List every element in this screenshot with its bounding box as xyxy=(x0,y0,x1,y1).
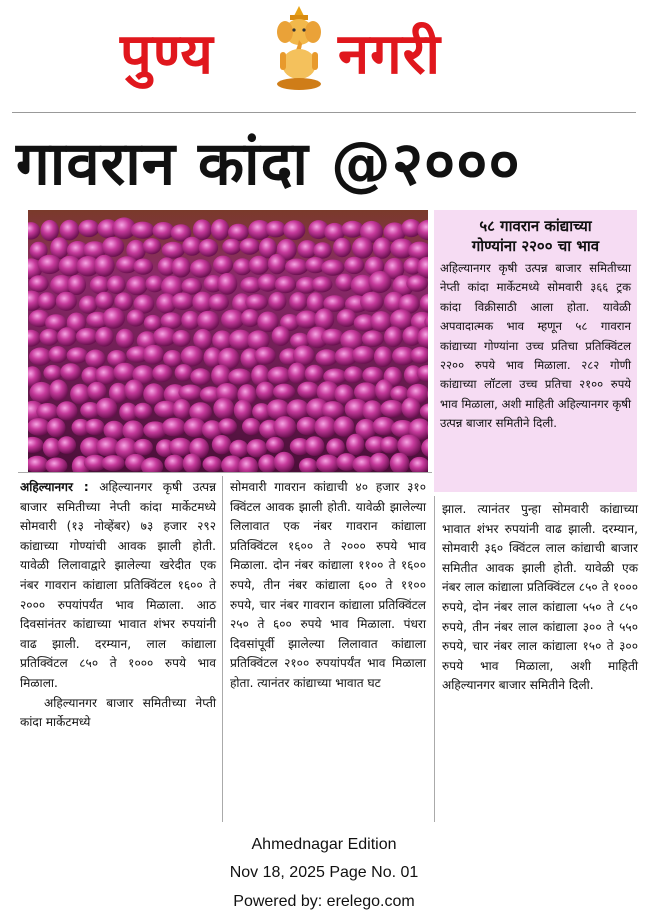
onion xyxy=(164,455,184,472)
onion xyxy=(171,257,190,277)
onion xyxy=(162,242,185,259)
onion-photo xyxy=(28,210,428,472)
onion xyxy=(172,330,190,347)
article-col1-text-b: अहिल्यानगर बाजार समितीच्या नेप्ती कांदा मार्केटमध्ये xyxy=(20,695,216,730)
onion xyxy=(337,309,357,327)
masthead-title-right: नगरी xyxy=(338,22,442,87)
onion xyxy=(314,416,336,438)
onion xyxy=(41,220,59,241)
masthead-rule xyxy=(12,112,636,113)
onion xyxy=(380,400,403,417)
onion xyxy=(305,436,325,456)
article-col1-text: अहिल्यानगर कृषी उत्पन्न बाजार समितीच्या नेप्ती कांदा मार्केटमध्ये सोमवारी (१३ नोव्हेंबर) ७३ हजार २९२ कांद्याच्या गोण्यांची आवक झाली होती. यावेळी लिलावाद्वारे झालेल्या खरेदीत एक नंबर गावरान कांद्याला प्रतिक्विंटल १६०० ते २००० रुपयांपर्यंत भाव मिळाला. आठ दिवसांनंतर कांद्याच्या भावात शंभर रुपयांनी वाढ झाली. दरम्यान, लाल कांद्याला प्रतिक्विंटल ८५० ते १००० रुपये भाव मिळाला. xyxy=(20,480,217,690)
onion xyxy=(47,418,66,437)
onion xyxy=(190,259,212,277)
onion xyxy=(57,436,76,454)
onion xyxy=(78,220,99,237)
onion xyxy=(369,271,392,293)
onion xyxy=(102,455,125,471)
onion xyxy=(384,326,403,347)
masthead xyxy=(0,0,648,108)
onion xyxy=(104,421,125,440)
onion xyxy=(133,259,153,275)
onion xyxy=(213,256,233,275)
headline: गावरान कांदा @२००० xyxy=(16,129,521,199)
onion xyxy=(38,255,62,274)
onion xyxy=(256,382,275,401)
onion xyxy=(103,308,125,329)
onion xyxy=(242,418,261,435)
onion xyxy=(116,329,134,349)
onion xyxy=(29,275,49,292)
onion xyxy=(228,224,249,241)
footer-edition: Ahmednagar Edition xyxy=(251,836,397,853)
onion xyxy=(181,278,202,295)
onion xyxy=(145,276,164,293)
onion xyxy=(297,417,318,435)
onion xyxy=(245,294,268,310)
onion xyxy=(190,368,211,385)
onion xyxy=(375,379,393,401)
onion xyxy=(326,438,345,456)
onion xyxy=(95,366,116,385)
masthead-title-left: पुण्य xyxy=(120,22,214,87)
onion xyxy=(254,347,275,365)
article-column-3 xyxy=(442,500,638,696)
onion xyxy=(67,275,86,295)
onion xyxy=(102,237,124,257)
onion xyxy=(40,329,59,346)
onion xyxy=(172,293,195,311)
onion xyxy=(211,219,229,241)
onion xyxy=(289,292,307,311)
onion xyxy=(208,294,229,311)
onion xyxy=(267,367,290,385)
onion xyxy=(360,292,383,312)
onion xyxy=(175,364,193,381)
onion xyxy=(48,346,67,363)
onion xyxy=(272,326,291,346)
onion xyxy=(275,276,296,293)
onion xyxy=(288,363,307,384)
onion xyxy=(240,238,260,255)
onion xyxy=(152,364,172,382)
onion xyxy=(181,311,200,330)
onion xyxy=(334,416,355,437)
onion xyxy=(362,330,384,347)
onion xyxy=(321,260,344,276)
column-divider-2 xyxy=(434,496,435,822)
onion xyxy=(218,418,237,434)
onion xyxy=(321,401,344,419)
onion xyxy=(107,276,126,294)
onion xyxy=(76,328,98,345)
onion xyxy=(297,382,319,399)
onion xyxy=(249,256,269,275)
onion xyxy=(127,310,145,327)
sidebar-body: अहिल्यानगर कृषी उत्पन्न बाजार समितीच्या नेप्ती कांदा मार्केटमध्ये सोमवारी ३६६ ट्रक कांदा विक्रीसाठी आला होता. यावेळी अपवादात्मक भाव म्हणून ५८ गावरान कांद्याच्या गोण्यांना उच्च प्रतिचा प्रतिक्विंटल २२०० रुपये भाव मिळाला. २८२ गोणी कांद्याच्या लॉटला उच्च प्रतिचा २१०० रुपये भाव मिळाला, अशी माहिती अहिल्यानगर कृषी उत्पन्न बाजार समितीने दिली. xyxy=(440,261,631,431)
onion xyxy=(56,401,77,420)
onion xyxy=(29,348,52,366)
onion xyxy=(346,434,364,455)
onion xyxy=(274,452,295,472)
onion xyxy=(124,380,144,401)
onion xyxy=(285,259,308,276)
photo-rule xyxy=(18,472,432,473)
onion xyxy=(401,398,420,419)
footer-date-page: Nov 18, 2025 Page No. 01 xyxy=(229,864,419,881)
sidebar-title-line1: ५८ गावरान कांद्याच्या xyxy=(479,217,592,235)
ganesha-logo-icon xyxy=(268,4,330,92)
onion xyxy=(373,237,392,258)
onion xyxy=(283,220,305,240)
onion xyxy=(134,403,153,419)
onion xyxy=(321,329,344,346)
onion xyxy=(90,276,110,294)
onion xyxy=(163,350,182,367)
onion xyxy=(133,439,153,456)
onion xyxy=(178,385,202,401)
onion xyxy=(143,238,161,254)
onion xyxy=(369,453,389,472)
onion xyxy=(212,435,232,454)
onion xyxy=(193,219,212,240)
onion xyxy=(131,222,155,239)
onion xyxy=(113,363,136,382)
onion xyxy=(247,439,268,457)
onion xyxy=(273,384,295,400)
onion xyxy=(217,273,237,295)
onion xyxy=(85,350,105,368)
onion xyxy=(313,242,331,258)
onion xyxy=(49,380,68,402)
onion xyxy=(213,398,234,419)
onion xyxy=(85,419,105,435)
onion xyxy=(95,292,114,310)
sidebar-title-line2: गोण्यांना २२०० चा भाव xyxy=(471,237,600,255)
onion xyxy=(95,327,114,347)
onion xyxy=(344,366,363,383)
onion xyxy=(143,345,164,365)
onion xyxy=(60,363,81,381)
onion xyxy=(162,418,186,437)
onion xyxy=(273,416,296,438)
onion xyxy=(221,310,244,330)
onion xyxy=(305,365,324,383)
onion xyxy=(67,347,89,363)
onion xyxy=(228,369,251,386)
onion xyxy=(352,237,373,258)
onion xyxy=(38,292,57,310)
article-column-2 xyxy=(230,478,426,694)
onion xyxy=(312,276,333,292)
onion xyxy=(79,296,98,314)
onion xyxy=(268,254,286,274)
sidebar-box xyxy=(434,210,637,492)
onion xyxy=(234,400,252,421)
onion xyxy=(203,456,223,472)
onion xyxy=(374,346,393,367)
onion xyxy=(268,292,286,311)
onion xyxy=(344,257,364,274)
onion xyxy=(87,382,106,401)
onion xyxy=(181,346,204,367)
dateline: अहिल्यानगर : xyxy=(20,480,89,494)
onion xyxy=(229,440,248,458)
onion xyxy=(266,437,284,453)
article-col3-text: झाल. त्यानंतर पुन्हा सोमवारी कांद्याच्या भावात शंभर रुपयांनी वाढ झाली. दरम्यान, सोमवारी ३६० क्विंटल लाल कांद्याची बाजार समितीत आवक झाली होती. यावेळी एक नंबर लाल कांद्याला प्रतिक्विंटल ८५० ते १००० रुपये, दोन नंबर लाल कांद्याला ५५० ते ८५० रुपये, तीन नंबर लाल कांद्याला ३०० ते ५५० रुपये, चार नंबर लाल कांद्याला १५० ते ३०० रुपये भाव मिळाला, अशी माहिती अहिल्यानगर बाजार समितीने दिली. xyxy=(442,502,638,693)
onion xyxy=(70,384,90,405)
onion xyxy=(380,437,399,454)
article-col2-text: सोमवारी गावरान कांद्याची ४० हजार ३१० क्विंटल आवक झाली होती. यावेळी झालेल्या लिलावात एक नंबर गावरान कांद्याला प्रतिक्विंटल १६०० ते २००० रुपये भाव मिळाला. दोन नंबर कांद्याला ११०० ते १६०० रुपये, तीन नंबर कांद्याला ६०० ते ११०० रुपये, चार नंबर गावरान कांद्याला प्रतिक्विंटल २५० ते ६०० रुपये भाव मिळाला. पंधरा दिवसांपूर्वी झालेल्या लिलावात कांद्याला प्रतिक्विंटल २१०० रुपयांपर्यंत भाव मिळाला होता. त्यानंतर कांद्याच्या भावात घट xyxy=(230,480,426,690)
onion xyxy=(94,255,115,277)
onion xyxy=(60,220,80,241)
footer-powered: Powered by: erelego.com xyxy=(233,893,415,910)
onion xyxy=(316,349,338,366)
onion xyxy=(56,292,77,311)
column-divider-1 xyxy=(222,476,223,822)
onion xyxy=(352,346,375,364)
onion xyxy=(197,311,219,331)
onion xyxy=(36,403,58,420)
onion xyxy=(222,239,241,255)
onion xyxy=(333,238,351,258)
onion xyxy=(199,239,218,257)
onion xyxy=(96,398,117,419)
onion xyxy=(241,309,260,327)
onion xyxy=(265,221,286,238)
onion xyxy=(43,365,62,381)
onion xyxy=(161,312,183,329)
onion xyxy=(406,275,428,291)
article-column-1 xyxy=(20,478,216,733)
onion xyxy=(173,399,191,419)
onion xyxy=(126,276,147,295)
onion xyxy=(287,399,310,419)
onion xyxy=(57,327,77,346)
onion xyxy=(169,438,192,457)
